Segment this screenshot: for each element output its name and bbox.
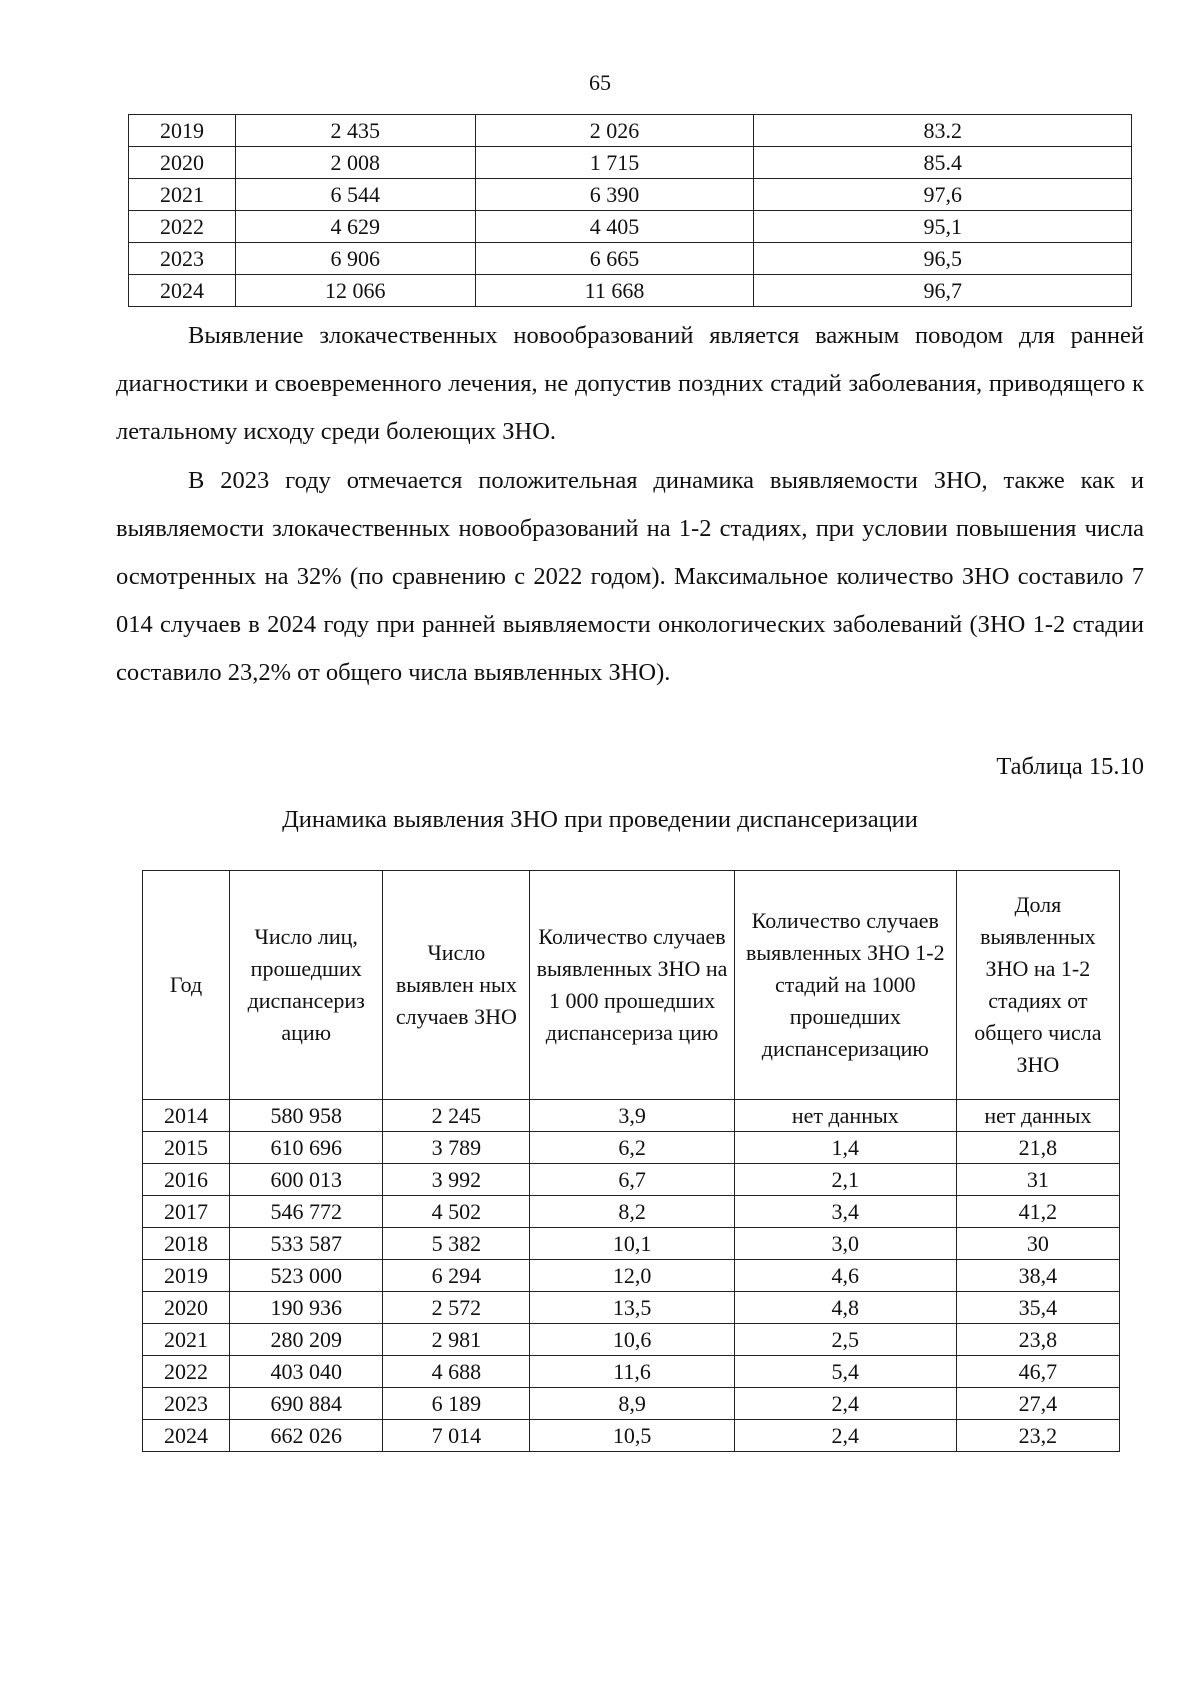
table-cell: нет данных bbox=[734, 1100, 956, 1132]
table-cell: 8,9 bbox=[530, 1388, 735, 1420]
table-number-label: Таблица 15.10 bbox=[996, 753, 1144, 780]
table-cell: 6,7 bbox=[530, 1164, 735, 1196]
table-cell: 4 405 bbox=[475, 211, 754, 243]
table-cell: 5 382 bbox=[383, 1228, 530, 1260]
table-row bbox=[143, 1196, 1120, 1228]
table-cell: 5,4 bbox=[734, 1356, 956, 1388]
table-cell: 2017 bbox=[143, 1196, 230, 1228]
table-row bbox=[143, 1292, 1120, 1324]
table-cell: 3 992 bbox=[383, 1164, 530, 1196]
table-cell: 600 013 bbox=[230, 1164, 383, 1196]
table-row bbox=[129, 147, 1132, 179]
table-cell: 95,1 bbox=[754, 211, 1132, 243]
header-year: Год bbox=[143, 871, 230, 1100]
table-cell: 523 000 bbox=[230, 1260, 383, 1292]
table-cell: 3,9 bbox=[530, 1100, 735, 1132]
table-cell: 6 390 bbox=[475, 179, 754, 211]
table-cell: 6 906 bbox=[235, 243, 475, 275]
table-row bbox=[143, 1260, 1120, 1292]
screening-summary-table-body bbox=[129, 115, 1132, 307]
table-row bbox=[129, 275, 1132, 307]
table-cell: 2022 bbox=[143, 1356, 230, 1388]
table-cell: 1,4 bbox=[734, 1132, 956, 1164]
table-cell: 11 668 bbox=[475, 275, 754, 307]
table-row bbox=[143, 1324, 1120, 1356]
table-cell: 8,2 bbox=[530, 1196, 735, 1228]
table-cell: 3,4 bbox=[734, 1196, 956, 1228]
paragraph-text: В 2023 году отмечается положительная динамика выявляемости ЗНО, также как и выявляемости злокачественных новообразований на 1-2 стадиях, при условии повышения числа осмотренных на 32% (по сравнению с 2022 годом). Максимальное количество ЗНО составило 7 014 случаев в 2024 году при ранней выявляемости онкологических заболеваний (ЗНО 1-2 стадии составило 23,2% от общего числа выявленных ЗНО). bbox=[116, 467, 1144, 686]
table-cell: 546 772 bbox=[230, 1196, 383, 1228]
table-cell: 662 026 bbox=[230, 1420, 383, 1452]
table-cell: 3,0 bbox=[734, 1228, 956, 1260]
table-row bbox=[143, 1164, 1120, 1196]
zno-detection-dynamics-table bbox=[142, 870, 1120, 1452]
header-early-stage-per-1000: Количество случаев выявленных ЗНО 1-2 стадий на 1000 прошедших диспансеризацию bbox=[734, 871, 956, 1100]
table-cell: 4 629 bbox=[235, 211, 475, 243]
table-cell: 3 789 bbox=[383, 1132, 530, 1164]
table-caption: Динамика выявления ЗНО при проведении диспансеризации bbox=[282, 806, 918, 833]
table-cell: 610 696 bbox=[230, 1132, 383, 1164]
header-persons-screened: Число лиц, прошедших диспансериз ацию bbox=[230, 871, 383, 1100]
table-cell: 2 572 bbox=[383, 1292, 530, 1324]
table-cell: 2014 bbox=[143, 1100, 230, 1132]
table-cell: 12 066 bbox=[235, 275, 475, 307]
table-cell: 4 688 bbox=[383, 1356, 530, 1388]
table-cell: 280 209 bbox=[230, 1324, 383, 1356]
table-cell: 2023 bbox=[143, 1388, 230, 1420]
table-cell: 10,5 bbox=[530, 1420, 735, 1452]
header-early-stage-share: Доля выявленных ЗНО на 1-2 стадиях от общего числа ЗНО bbox=[956, 871, 1119, 1100]
table-cell: 2022 bbox=[129, 211, 236, 243]
table-cell: 2021 bbox=[129, 179, 236, 211]
table-cell: 31 bbox=[956, 1164, 1119, 1196]
table-row bbox=[143, 1132, 1120, 1164]
table-cell: 2,1 bbox=[734, 1164, 956, 1196]
header-cases-per-1000: Количество случаев выявленных ЗНО на 1 000 прошедших диспансериза цию bbox=[530, 871, 735, 1100]
table-cell: 11,6 bbox=[530, 1356, 735, 1388]
table-cell: 21,8 bbox=[956, 1132, 1119, 1164]
table-cell: 96,5 bbox=[754, 243, 1132, 275]
table-cell: 2023 bbox=[129, 243, 236, 275]
table-cell: 41,2 bbox=[956, 1196, 1119, 1228]
table-cell: 2,4 bbox=[734, 1420, 956, 1452]
table-cell: 2,5 bbox=[734, 1324, 956, 1356]
table-row bbox=[129, 115, 1132, 147]
table-cell: 2021 bbox=[143, 1324, 230, 1356]
table-cell: 23,8 bbox=[956, 1324, 1119, 1356]
table-cell: 2,4 bbox=[734, 1388, 956, 1420]
table-cell: 2020 bbox=[143, 1292, 230, 1324]
table-row bbox=[143, 1420, 1120, 1452]
header-detected-cases: Число выявлен ных случаев ЗНО bbox=[383, 871, 530, 1100]
paragraph-2023-dynamics bbox=[116, 457, 1144, 697]
table-cell: 46,7 bbox=[956, 1356, 1119, 1388]
table-cell: 2016 bbox=[143, 1164, 230, 1196]
table-cell: 2 245 bbox=[383, 1100, 530, 1132]
table-cell: 13,5 bbox=[530, 1292, 735, 1324]
table-row bbox=[129, 243, 1132, 275]
table-cell: 97,6 bbox=[754, 179, 1132, 211]
table-cell: 2024 bbox=[143, 1420, 230, 1452]
table-row bbox=[129, 179, 1132, 211]
table-cell: 96,7 bbox=[754, 275, 1132, 307]
table-cell: 4 502 bbox=[383, 1196, 530, 1228]
table-row bbox=[143, 1388, 1120, 1420]
paragraph-malignancy-detection bbox=[116, 312, 1144, 456]
table-cell: 2 008 bbox=[235, 147, 475, 179]
table-cell: 23,2 bbox=[956, 1420, 1119, 1452]
table-cell: 190 936 bbox=[230, 1292, 383, 1324]
table-cell: 85.4 bbox=[754, 147, 1132, 179]
table-cell: 403 040 bbox=[230, 1356, 383, 1388]
table-cell: 6 544 bbox=[235, 179, 475, 211]
table-cell: 2020 bbox=[129, 147, 236, 179]
page-number: 65 bbox=[589, 70, 611, 95]
table-cell: 7 014 bbox=[383, 1420, 530, 1452]
table-cell: 4,8 bbox=[734, 1292, 956, 1324]
table-header-row bbox=[143, 871, 1120, 1100]
table-cell: 6 189 bbox=[383, 1388, 530, 1420]
table-cell: 12,0 bbox=[530, 1260, 735, 1292]
zno-detection-dynamics-table-body bbox=[143, 1100, 1120, 1452]
table-cell: 6 294 bbox=[383, 1260, 530, 1292]
table-cell: 690 884 bbox=[230, 1388, 383, 1420]
table-cell: 580 958 bbox=[230, 1100, 383, 1132]
table-row bbox=[129, 211, 1132, 243]
table-cell: 27,4 bbox=[956, 1388, 1119, 1420]
table-cell: 35,4 bbox=[956, 1292, 1119, 1324]
table-cell: 2 435 bbox=[235, 115, 475, 147]
table-cell: 83.2 bbox=[754, 115, 1132, 147]
table-cell: 2 981 bbox=[383, 1324, 530, 1356]
table-row bbox=[143, 1356, 1120, 1388]
table-cell: 6 665 bbox=[475, 243, 754, 275]
screening-summary-table bbox=[128, 114, 1132, 307]
paragraph-text: Выявление злокачественных новообразований является важным поводом для ранней диагностики и своевременного лечения, не допустив поздних стадий заболевания, приводящего к летальному исходу среди болеющих ЗНО. bbox=[116, 322, 1144, 445]
table-cell: 2018 bbox=[143, 1228, 230, 1260]
table-cell: 2015 bbox=[143, 1132, 230, 1164]
table-cell: 2019 bbox=[129, 115, 236, 147]
table-cell: 2024 bbox=[129, 275, 236, 307]
table-cell: 10,6 bbox=[530, 1324, 735, 1356]
table-cell: 6,2 bbox=[530, 1132, 735, 1164]
table-row bbox=[143, 1228, 1120, 1260]
table-cell: 533 587 bbox=[230, 1228, 383, 1260]
table-cell: 2019 bbox=[143, 1260, 230, 1292]
table-cell: нет данных bbox=[956, 1100, 1119, 1132]
table-row bbox=[143, 1100, 1120, 1132]
table-cell: 1 715 bbox=[475, 147, 754, 179]
table-cell: 38,4 bbox=[956, 1260, 1119, 1292]
table-cell: 10,1 bbox=[530, 1228, 735, 1260]
table-cell: 30 bbox=[956, 1228, 1119, 1260]
table-cell: 4,6 bbox=[734, 1260, 956, 1292]
table-cell: 2 026 bbox=[475, 115, 754, 147]
